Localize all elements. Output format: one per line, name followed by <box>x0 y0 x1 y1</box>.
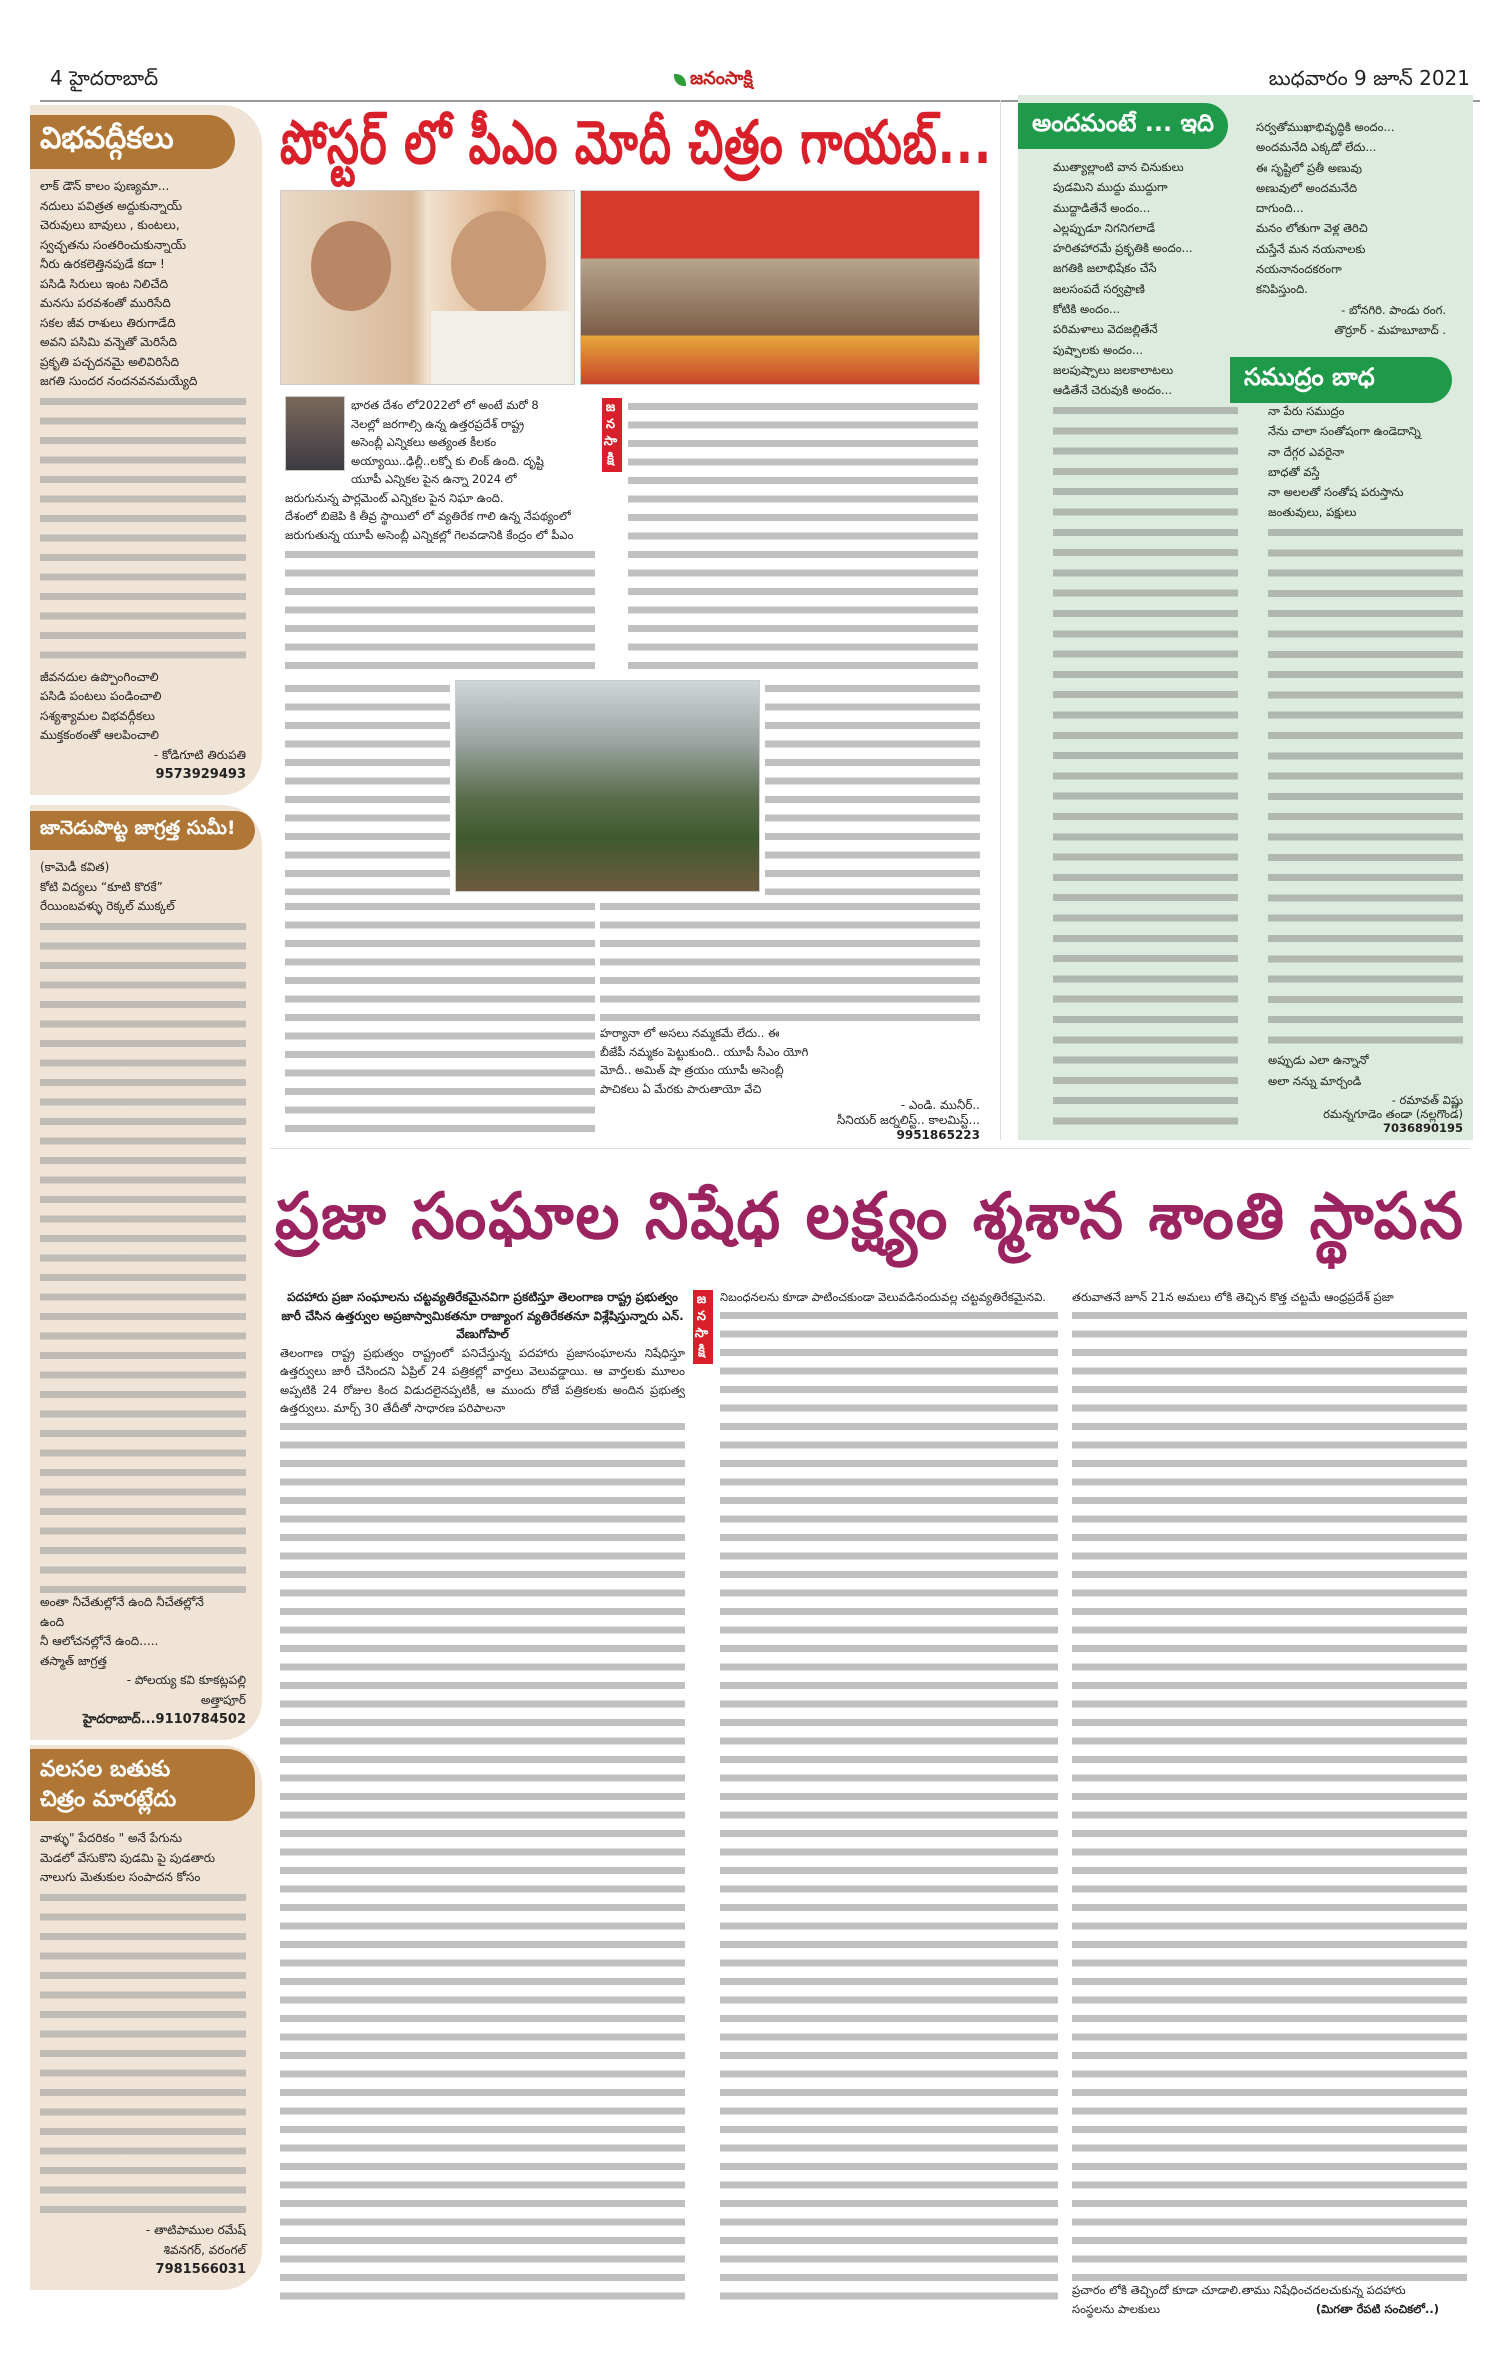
poem-line: సకల జీవ రాశులు తిరుగాడేది <box>40 315 176 330</box>
article-line: అసెంబ్లీ ఎన్నికలు అత్యంత కీలకం <box>351 435 497 449</box>
text-lines <box>1053 401 1238 1132</box>
poem-line: సశ్యశ్యామల విభవద్గీకలు <box>40 708 155 723</box>
poem-column-1 <box>1053 157 1238 1132</box>
author-place: అత్తాపూర్ <box>200 1692 246 1707</box>
face-image <box>311 221 391 311</box>
text-lines <box>285 546 595 678</box>
award-ceremony-photo <box>580 190 980 385</box>
bottom-column-3 <box>1072 1288 1467 2318</box>
poem-line: నయనానందకరంగా <box>1256 262 1342 277</box>
poem-title: జానెడుపొట్ట జాగ్రత్త సుమీ! <box>30 811 255 850</box>
poem-line: నాలుగు మెతుకుల సంపాదన కోసం <box>40 1870 201 1884</box>
poem-line: ఎల్లప్పుడూ నిగనిగలాడే <box>1053 220 1156 235</box>
text-lines <box>280 1418 685 2301</box>
poem-section-1 <box>30 105 262 795</box>
poem-line: సర్వతోముఖాభివృద్ధికి అందం... <box>1256 120 1395 134</box>
poem-line: కోటికి అందం... <box>1053 302 1121 317</box>
poem-line: దాగుంది... <box>1256 201 1304 216</box>
text-lines <box>720 1307 1058 2301</box>
article-line: భారత దేశం లో2022లో లో అంటే మరో 8 <box>351 398 539 412</box>
poem-line: (కామెడీ కవిత) <box>40 860 110 874</box>
top-article-closing <box>600 898 980 1143</box>
poem-line: నీ ఆలోచనల్లోనే ఉంది..... <box>40 1634 159 1648</box>
poem-author: - బోనగిరి. పాండు రంగ. <box>1341 302 1446 317</box>
poem-line: కోటి విద్యలు “కూటి కొరకే” <box>40 879 163 894</box>
poem-line: నదులు పవిత్రత అద్దుకున్నాయ్ <box>40 198 183 213</box>
bottom-headline-box <box>275 1180 1470 1280</box>
top-article-headline: పోస్టర్ లో పీఎం మోదీ చిత్రం గాయబ్... <box>280 108 992 178</box>
jansakshi-tag: జనసాక్షి <box>602 398 622 472</box>
poem-line: జలసంపదే సర్వప్రాణి <box>1053 281 1145 296</box>
leaf-icon <box>674 74 686 86</box>
poem-line: ముత్యాల్లాంటి వాన చినుకులు <box>1053 160 1184 174</box>
closing-row <box>1072 2300 1467 2319</box>
poem-author: - పోలయ్య కవి కూకట్లపల్లి <box>126 1673 246 1687</box>
poem-line: అవని పసిమి వన్నెతో మెరిసేది <box>40 335 177 349</box>
poem-2-body <box>1268 401 1463 1135</box>
article-line: హర్యానా లో అసలు నమ్మకమే లేదు.. ఈ <box>600 1026 780 1040</box>
article-line: పాచికలు ఏ మేరకు పారుతాయో వేచి <box>600 1081 762 1096</box>
poem-byline <box>1256 300 1466 340</box>
author-photo <box>285 396 345 471</box>
closing-line: ప్రచారం లోకి తెచ్చిందో కూడా చూడాలి.తాము నిషేధించదలచుకున్న పదహారు <box>1072 2283 1406 2297</box>
top-article-column-1 <box>285 396 595 678</box>
column-2-lead: నిబంధనలను కూడా పాటించకుండా వెలువడినందువల్ల చట్టవ్యతిరేకమైనవి. <box>720 1290 1046 1304</box>
poem-line: ముక్తకంఠంతో ఆలపించాలి <box>40 728 159 742</box>
poem-byline <box>1268 1093 1463 1135</box>
poem-line: తస్మాత్ జాగ్రత్త <box>40 1653 107 1668</box>
poem-line: పుడమిని ముద్దు ముద్దుగా <box>1053 180 1168 195</box>
article-line: అయ్యాయి..ఢిల్లీ..లక్నో కు లింక్ ఉంది. దృష్టి <box>351 453 544 468</box>
column-3-lead: తరువాతనే జూన్ 21న అమలు లోకి తెచ్చిన కొత్త చట్టమే ఆంధ్రప్రదేశ్ ప్రజా <box>1072 1290 1394 1304</box>
article-line: జరుగునున్న పార్లమెంట్ ఎన్నికల పైన నిఘా ఉంది. <box>285 490 504 505</box>
poem-line: అణువులో అందమనేది <box>1256 180 1358 195</box>
poem-line: పసిడి పంటలు పండించాలి <box>40 689 162 703</box>
top-article-byline <box>600 1098 980 1143</box>
author-phone: 7036890195 <box>1382 1121 1463 1135</box>
poem-title-line: వలసల బతుకు <box>40 1757 171 1782</box>
poem-line: పసిడి సిరులు ఇంట నిలిచేది <box>40 276 169 291</box>
text-lines <box>1268 523 1463 1051</box>
poem-line: చెరువులు బావులు , కుంటలు, <box>40 218 180 232</box>
face-image <box>451 211 546 316</box>
text-lines <box>285 680 450 895</box>
poem-author: - తాటిపాముల రమేష్ <box>145 2223 246 2237</box>
poem-line: హరితహారమే ప్రకృతికి అందం... <box>1053 241 1193 256</box>
poem-line: ముద్దాడితేనే అందం... <box>1053 200 1151 215</box>
text-lines <box>285 898 595 1143</box>
bottom-article-headline: ప్రజా సంఘాల నిషేధ లక్ష్యం శ్మశాన శాంతి స్థాపన <box>275 1180 1465 1254</box>
poem-line: నీరు ఉరకలెత్తినపుడే కదా ! <box>40 257 165 271</box>
author-phone: 9951865223 <box>896 1128 980 1142</box>
farmers-protest-photo <box>455 680 760 892</box>
article-line: మోదీ.. అమిత్ షా త్రయం యూపీ అసెంబ్లీ <box>600 1063 784 1077</box>
text-lines <box>765 680 980 895</box>
bottom-article-subheading: పదహారు ప్రజా సంఘాలను చట్టవ్యతిరేకమైనవిగా ప్రకటిస్తూ తెలంగాణ రాష్ట్ర ప్రభుత్వం జారీ చేసిన ఉత్తర్వుల అప్రజాస్వామికతనూ రాజ్యాంగ వ్యతిరేకతనూ విశ్లేషిస్తున్నారు ఎన్. వేణుగోపాల్ <box>281 1290 684 1341</box>
poem-line: అంతా నీచేతుల్లోనే ఉంది నీచేతల్లోనే <box>40 1595 204 1609</box>
poem-line: జలపుష్పాలు జలకాలాటలు <box>1053 362 1174 377</box>
poem-line: రేయింబవళ్ళు రెక్కల్ ముక్కల్ <box>40 899 175 913</box>
logo-text: జనంసాక్షి <box>690 67 753 89</box>
white-beard-image <box>431 311 571 385</box>
poem-line: అలా నన్ను మార్చండి <box>1268 1073 1362 1088</box>
poem-line: అందమనేది ఎక్కడో లేదు... <box>1256 140 1377 155</box>
bottom-column-1 <box>280 1288 685 2300</box>
poem-line: ఆడితేనే చెరువుకి అందం... <box>1053 383 1172 398</box>
poem-line: ప్రకృతి పచ్చదనమై అలివిరిసేది <box>40 354 180 369</box>
poem-line: జగతికి జలాభిషేకం చేసే <box>1053 261 1157 276</box>
poem-section-2 <box>30 805 262 1740</box>
author-title: సీనియర్ జర్నలిస్ట్.. కాలమిస్ట్... <box>836 1113 980 1127</box>
closing-line: సంస్థలను పాలకులు <box>1072 2301 1160 2316</box>
poem-line: మనసు పరవశంతో మురిసేది <box>40 296 171 310</box>
article-line: నెలల్లో జరగాల్సి ఉన్న ఉత్తరప్రదేశ్ రాష్ట్ర <box>351 416 525 431</box>
poem-line: చుస్తేనే మన నయనాలకు <box>1256 241 1366 256</box>
poem-line: జీవనదుల ఉప్పొంగించాలి <box>40 669 159 684</box>
poem-line: లాక్ డౌన్ కాలం పుణ్యమా... <box>40 179 170 193</box>
article-line: బీజేపీ నమ్మకం పెట్టుకుంది.. యూపీ సీఎం యోగి <box>600 1044 809 1059</box>
left-poetry-column <box>30 105 262 2345</box>
author-place: తొర్రూర్ - మహబూబాద్ . <box>1334 322 1446 337</box>
bottom-column-2 <box>720 1288 1058 2300</box>
poem-line: ఈ సృష్టిలో ప్రతీ అణువు <box>1256 160 1362 175</box>
jansakshi-tag: జనసాక్షి <box>693 1290 713 1364</box>
article-line: దేశంలో బిజెపి కి తీవ్ర స్థాయిలో లో వ్యతిరేక గాలి ఉన్న నేపథ్యంలో <box>285 509 571 523</box>
text-lines <box>600 898 980 1024</box>
column-divider <box>1000 100 1001 1140</box>
article-line: యూపీ ఎన్నికల పైన ఉన్నా 2024 లో <box>351 472 517 486</box>
poem-line: కనిపిస్తుంది. <box>1256 282 1308 297</box>
author-place: రమన్నగూడెం తండా (నల్లగొండ) <box>1323 1107 1463 1121</box>
poem-line: బాధతో వస్తే <box>1268 464 1320 479</box>
poem-author: - కోడిగూటి తిరుపతి <box>153 747 246 762</box>
lead-block <box>285 396 595 544</box>
poem-author: - రమావత్ విష్ణు <box>1391 1093 1463 1107</box>
poem-line: మనం లోతుగా వెళ్ల తెరిచి <box>1256 221 1368 236</box>
poem-section-3 <box>30 1745 262 2290</box>
author-place: శివనగర్, వరంగల్ <box>163 2242 246 2257</box>
poetry-panel-green <box>1018 95 1473 1140</box>
bottom-article-lead: తెలంగాణ రాష్ట్ర ప్రభుత్వం రాష్ట్రంలో పనిచేస్తున్న పదహారు ప్రజాసంఘాలను నిషేధిస్తూ ఉత్తర్వులు జారీ చేసిందని ఏప్రిల్ 24 పత్రికల్లో వార్తలు వెలువడ్డాయి. ఆ వార్తలకు మూలం అప్పటికి 24 రోజుల కింద విడుదలైనప్పటికీ, ఆ ముందు రోజే పత్రికలకు అందిన ప్రభుత్వ ఉత్తర్వులు. మార్చ్ 30 తేదీతో సాధారణ పరిపాలనా <box>280 1345 685 1415</box>
text-lines <box>40 917 246 1594</box>
author-phone: 9573929493 <box>155 767 246 782</box>
text-lines <box>40 392 246 668</box>
continued-note: (మిగతా రేపటి సంచికలో..) <box>1315 2301 1439 2316</box>
poem-line: జంతువులు, పక్షులు <box>1268 505 1357 520</box>
poem-line: వాళ్ళు" పేదరికం " అనే పేగును <box>40 1831 183 1845</box>
politicians-photo <box>280 190 575 385</box>
poem-title: అందమంటే ... ఇది <box>1018 103 1228 149</box>
poem-line: పుష్పాలకు అందం... <box>1053 342 1143 357</box>
poem-title <box>30 1749 255 1821</box>
poem-line: నా అలలతో సంతోష పరుస్తాను <box>1268 485 1404 500</box>
poem-line: అప్పుడు ఎలా ఉన్నానో <box>1268 1053 1369 1068</box>
author-name: - ఎండి. మునీర్.. <box>900 1098 980 1112</box>
poem-line: జగతి సుందర నందనవనమయ్యేది <box>40 374 198 388</box>
issue-date: బుధవారం 9 జూన్ 2021 <box>1268 65 1470 90</box>
poem-title-line: చిత్రం మారట్లేదు <box>40 1787 177 1812</box>
poem-line: నా పేరు సముద్రం <box>1268 404 1345 418</box>
newspaper-logo <box>674 68 753 93</box>
poem-title: సముద్రం బాధ <box>1230 357 1452 403</box>
text-lines <box>628 398 978 678</box>
section-divider <box>270 1148 1470 1149</box>
poem-line: ఉంది <box>40 1614 65 1629</box>
article-line: జరుగుతున్న యూపీ అసెంబ్లీ ఎన్నికల్లో గెలవడానికి కేంద్రం లో పీఎం <box>285 527 574 542</box>
text-lines <box>1072 1307 1467 2282</box>
poem-line: స్వచ్ఛతను సంతరించుకున్నాయ్ <box>40 237 187 252</box>
poem-line: నా దేగ్గర ఎవరైనా <box>1268 444 1345 459</box>
author-phone: 7981566031 <box>155 2262 246 2277</box>
text-lines <box>40 1888 246 2222</box>
page-number-city: 4 హైదరాబాద్ <box>50 65 159 90</box>
poem-title: విభవద్గీకలు <box>30 115 235 169</box>
author-phone: హైదరాబాద్...9110784502 <box>82 1712 246 1727</box>
poem-line: పరిమళాలు వెదజల్లితేనే <box>1053 322 1158 337</box>
poem-column-2 <box>1256 117 1466 340</box>
poem-line: నేను చాలా సంతోషంగా ఉండెదాన్ని <box>1268 424 1421 439</box>
poem-line: మెడలో వేసుకొని పుడమి పై పుడతారు <box>40 1850 216 1865</box>
top-headline-box <box>280 108 995 188</box>
